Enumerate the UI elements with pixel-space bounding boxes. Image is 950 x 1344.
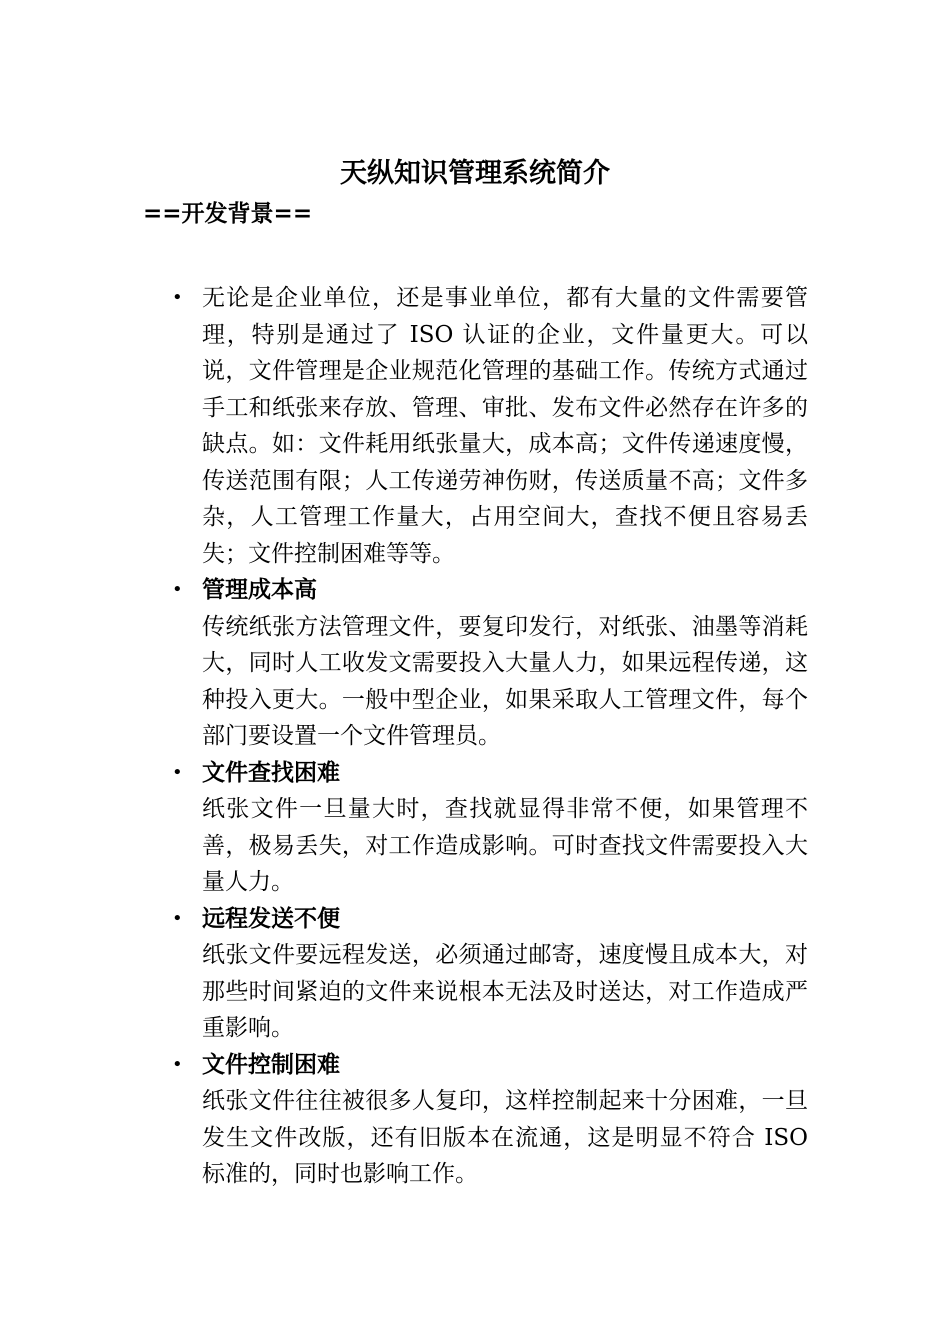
document-title: 天纵知识管理系统简介 <box>340 158 610 189</box>
item-title: 管理成本高 <box>202 576 317 603</box>
list-item <box>168 901 828 1047</box>
bullet-icon: • <box>172 1053 183 1075</box>
bullet-icon: • <box>172 579 183 600</box>
item-text: 无论是企业单位，还是事业单位，都有大量的文件需要管理，特别是通过了 ISO 认证的企业，文件量更大。可以说，文件管理是企业规范化管理的基础工作。传统方式通过手工和纸张来存放、管理、审批、发布文件必然存在许多的缺点。如：文件耗用纸张量大，成本高；文件传递速度慢，传送范围有限；人工传递劳神伤财，传送质量不高；文件多杂，人工管理工作量大，占用空间大，查找不便且容易丢失；文件控制困难等等。 <box>202 285 808 567</box>
item-title: 远程发送不便 <box>202 904 340 932</box>
list-item <box>168 1047 828 1193</box>
section-heading: ==开发背景== <box>143 200 313 227</box>
item-text: 传统纸张方法管理文件，要复印发行，对纸张、油墨等消耗大，同时人工收发文需要投入大量人力，如果远程传递，这种投入更大。一般中型企业，如果采取人工管理文件，每个部门要设置一个文件管理员。 <box>202 613 808 749</box>
bullet-icon: • <box>172 287 183 308</box>
bullet-icon: • <box>172 907 183 929</box>
item-text: 纸张文件一旦量大时，查找就显得非常不便，如果管理不善，极易丢失，对工作造成影响。可时查找文件需要投入大量人力。 <box>202 796 808 895</box>
item-title: 文件查找困难 <box>202 758 340 786</box>
item-text: 纸张文件往往被很多人复印，这样控制起来十分困难，一旦发生文件改版，还有旧版本在流通，这是明显不符合 ISO 标准的，同时也影响工作。 <box>202 1088 808 1187</box>
list-item <box>168 755 828 901</box>
list-item <box>168 280 828 572</box>
item-title: 文件控制困难 <box>202 1050 340 1078</box>
bullet-icon: • <box>172 761 183 783</box>
list-item <box>168 572 828 755</box>
background-bullet-list <box>168 280 828 1193</box>
item-text: 纸张文件要远程发送，必须通过邮寄，速度慢且成本大，对那些时间紧迫的文件来说根本无法及时送达，对工作造成严重影响。 <box>202 942 808 1041</box>
